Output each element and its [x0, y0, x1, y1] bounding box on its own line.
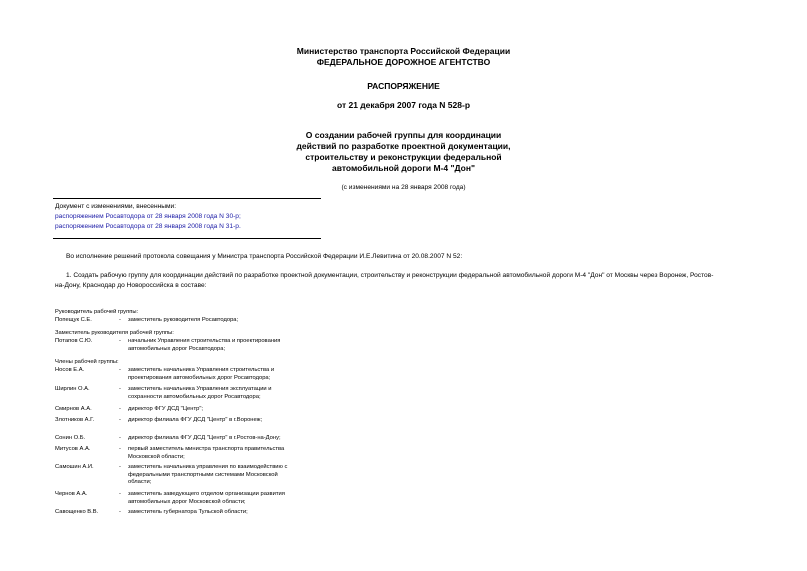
member-position: заместитель начальника управления по взаимодействию с федеральными транспортными системами Московской области; — [128, 464, 288, 485]
member-position: заместитель начальника Управления строительства и проектирования автомобильных дорог Росавтодора; — [128, 367, 275, 381]
dash: - — [119, 386, 121, 392]
roster-row — [55, 317, 355, 328]
roster-deputy-label: Заместитель руководителя рабочей группы: — [55, 330, 174, 336]
member-position: первый заместитель министра транспорта правительства Московской области; — [128, 446, 285, 460]
member-name: Сонин О.Б. — [55, 435, 86, 441]
amendments-block — [55, 202, 241, 232]
member-name: Попещук С.Е. — [55, 317, 92, 323]
intro-paragraph: Во исполнение решений протокола совещания у Министра транспорта Российской Федерации И.Е.Левитина от 20.08.2007 N 52: — [66, 253, 463, 260]
member-name: Митусов А.А. — [55, 446, 91, 452]
member-position: заместитель руководителя Росавтодора; — [128, 317, 239, 323]
member-name: Чернов А.А. — [55, 491, 88, 497]
member-name: Смирнов А.А. — [55, 406, 92, 412]
member-name: Савощенко В.В. — [55, 509, 99, 515]
amendment-link-30[interactable]: распоряжением Росавтодора от 28 января 2008 года N 30-р; — [55, 213, 241, 220]
member-name: Самошин А.И. — [55, 464, 94, 470]
ministry-name: Министерство транспорта Российской Федерации — [296, 46, 511, 56]
bottom-divider — [53, 238, 321, 239]
member-position: заместитель губернатора Тульской области; — [128, 509, 248, 515]
working-group-roster — [55, 307, 355, 519]
title-line: строительству и реконструкции федеральной — [305, 152, 502, 162]
roster-row — [55, 338, 355, 357]
member-position: директор филиала ФГУ ДСД "Центр" в г.Воронеж; — [128, 417, 263, 423]
title-line: действий по разработке проектной документации, — [296, 141, 511, 151]
roster-row — [55, 509, 355, 519]
title-line: О создании рабочей группы для координации — [305, 130, 502, 140]
dash: - — [119, 446, 121, 452]
member-position: заместитель начальника Управления эксплуатации и сохранности автомобильных дорог Росавтодора; — [128, 386, 272, 400]
document-date: от 21 декабря 2007 года N 528-р — [336, 100, 471, 110]
roster-head-label: Руководитель рабочей группы: — [55, 309, 139, 315]
roster-row — [55, 435, 355, 446]
item1-line2: на-Дону, Краснодар до Новороссийска в составе: — [55, 282, 207, 289]
member-position: директор ФГУ ДСД "Центр"; — [128, 406, 203, 412]
dash: - — [119, 406, 121, 412]
amended-note: (с изменениями на 28 января 2008 года) — [341, 184, 466, 191]
roster-row — [55, 446, 355, 464]
member-name: Потапов С.Ю. — [55, 338, 93, 344]
roster-row — [55, 491, 355, 509]
roster-row — [55, 386, 355, 406]
member-name: Носов Е.А. — [55, 367, 85, 373]
top-divider — [53, 198, 321, 199]
roster-row — [55, 367, 355, 386]
title-line: автомобильной дороги М-4 "Дон" — [332, 163, 475, 173]
amendment-link-31[interactable]: распоряжением Росавтодора от 28 января 2008 года N 31-р. — [55, 223, 241, 230]
dash: - — [119, 338, 121, 344]
roster-members-label: Члены рабочей группы: — [55, 359, 119, 365]
document-type: РАСПОРЯЖЕНИЕ — [367, 81, 440, 91]
dash: - — [119, 491, 121, 497]
roster-row — [55, 464, 355, 491]
agency-name: ФЕДЕРАЛЬНОЕ ДОРОЖНОЕ АГЕНТСТВО — [316, 57, 491, 67]
item1-line1: 1. Создать рабочую группу для координации действий по разработке проектной документации, строительству и реконструкции федеральной автомобильной дороги М-4 "Дон" от Москвы через Воронеж, Ростов- — [66, 272, 714, 279]
member-name: Ширлин О.А. — [55, 386, 90, 392]
dash: - — [119, 417, 121, 423]
dash: - — [119, 509, 121, 515]
roster-row — [55, 417, 355, 435]
amendments-label: Документ с изменениями, внесенными: — [55, 203, 177, 210]
dash: - — [119, 464, 121, 470]
member-position: начальник Управления строительства и проектирования автомобильных дорог Росавтодора; — [128, 338, 281, 352]
dash: - — [119, 367, 121, 373]
member-name: Злотников А.Г. — [55, 417, 95, 423]
member-position: заместитель заведующего отделом организации развития автомобильных дорог Московской области; — [128, 491, 285, 505]
member-position: директор филиала ФГУ ДСД "Центр" в г.Ростов-на-Дону; — [128, 435, 281, 441]
dash: - — [119, 435, 121, 441]
document-title — [0, 130, 807, 174]
roster-row — [55, 406, 355, 417]
dash: - — [119, 317, 121, 323]
